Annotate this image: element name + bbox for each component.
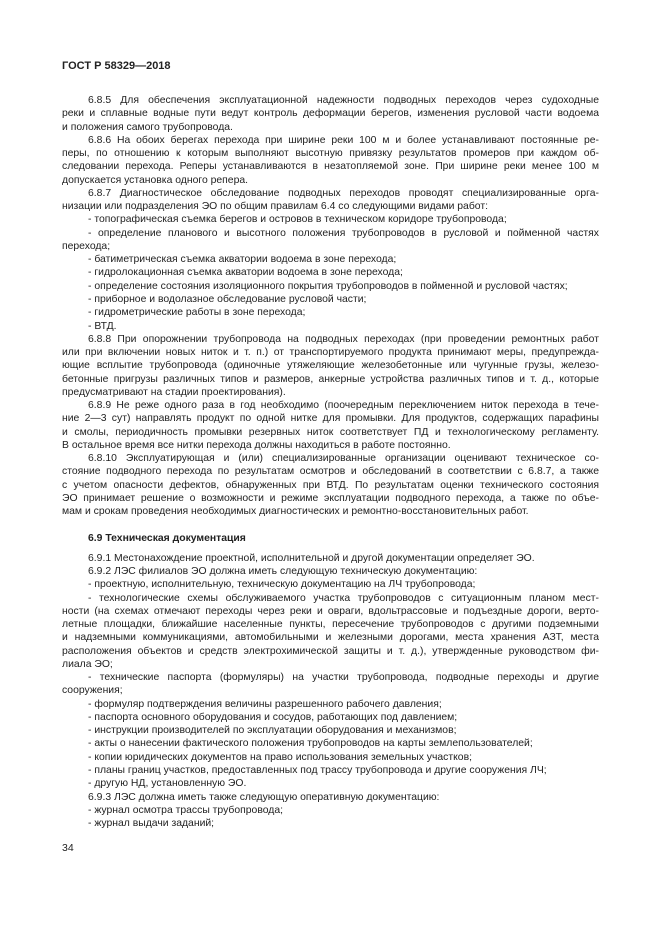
list-item (62, 724, 599, 737)
text-line: ющие всплытие трубопровода (одиночные утяжеляющие железобетонные или чугунные грузы, железо- (62, 360, 599, 372)
text-line: - формуляр подтверждения величины разрешенного рабочего давления; (88, 698, 442, 710)
text-line: 6.9 Техническая документация (88, 532, 246, 544)
text-line: реки и сплавные водные пути ведут контроль деформации берегов, изменения русловой части водоема (62, 108, 599, 120)
list-item (62, 266, 599, 279)
text-line: допускается установка одного репера. (62, 174, 249, 186)
text-line: ЭО принимает решение о возможности и режиме эксплуатации подводного перехода, а также по объе- (62, 492, 599, 504)
text-line: - акты о нанесении фактического положения трубопроводов на карты землепользователей; (88, 738, 533, 750)
text-line: 6.8.5 Для обеспечения эксплуатационной надежности подводных переходов через судоходные (88, 95, 599, 106)
paragraph (62, 187, 599, 214)
text-line: - гидрометрические работы в зоне перехода; (88, 307, 306, 319)
text-line: сооружения; (62, 685, 123, 697)
text-line: 6.9.2 ЛЭС филиалов ЭО должна иметь следующую техническую документацию: (88, 566, 478, 578)
list-item (62, 777, 599, 790)
paragraph (62, 399, 599, 452)
text-line: и смолы, периодичность промывки резервных ниток соответствует ПД и технологическому регламенту. (62, 426, 599, 438)
text-line: и надземными коммуникациями, автомобильными и железными дорогами, места хранения АЗТ, места (62, 632, 599, 644)
list-item (62, 817, 599, 830)
text-line: - копии юридических документов на право использования земельных участков; (88, 751, 472, 763)
text-line: - планы границ участков, предоставленных под трассу трубопровода и другие сооружения ЛЧ; (88, 765, 547, 777)
text-line: стояние подводного перехода по результатам осмотров и обследований в соответствии с 6.8.7, а также (62, 466, 599, 478)
document-body (62, 94, 599, 830)
list-item (62, 592, 599, 672)
text-line: - проектную, исполнительную, техническую документацию на ЛЧ трубопровода; (88, 579, 476, 591)
text-line: следовании перехода. Реперы устанавливаются в незатопляемой зоне. При ширине реки менее 100 м (62, 161, 599, 173)
standard-code-header: ГОСТ Р 58329—2018 (62, 60, 171, 72)
list-item (62, 764, 599, 777)
text-line: - технические паспорта (формуляры) на участки трубопровода, подводные переходы и другие (88, 672, 599, 684)
text-line: мам и срокам проведения необходимых диагностических и ремонтно-восстановительных работ. (62, 506, 529, 518)
text-line: перехода; (62, 240, 111, 252)
list-item (62, 698, 599, 711)
text-line: 6.9.3 ЛЭС должна иметь также следующую оперативную документацию: (88, 791, 440, 803)
text-line: - определение состояния изоляционного покрытия трубопроводов в пойменной и русловой частях; (88, 280, 568, 292)
text-line: - приборное и водолазное обследование русловой части; (88, 293, 367, 305)
page-number: 34 (62, 842, 74, 854)
list-item (62, 578, 599, 591)
text-line: предусматривают на стадии проектирования). (62, 386, 286, 398)
text-line: перы, по отношению к которым выполняют высотную привязку результатов промеров при каждом об- (62, 148, 599, 160)
text-line: - топографическая съемка берегов и островов в техническом коридоре трубопровода; (88, 214, 507, 226)
text-line: - другую НД, установленную ЭО. (88, 778, 247, 790)
list-item (62, 671, 599, 698)
text-line: - журнал выдачи заданий; (88, 818, 215, 830)
list-item (62, 751, 599, 764)
paragraph (62, 333, 599, 399)
paragraph (62, 791, 599, 804)
text-line: - журнал осмотра трассы трубопровода; (88, 804, 284, 816)
text-line: низации или подразделения ЭО по общим правилам 6.4 со следующими видами работ: (62, 201, 488, 213)
text-line: - гидролокационная съемка акватории водоема в зоне перехода; (88, 267, 403, 279)
list-item (62, 320, 599, 333)
list-item (62, 213, 599, 226)
text-line: и положения самого трубопровода. (62, 121, 233, 133)
paragraph (62, 94, 599, 134)
text-line: 6.9.1 Местонахождение проектной, исполнительной и другой документации определяет ЭО. (88, 552, 535, 564)
text-line: расположения объектов и средств электрохимической защиты и т. д.), утвержденные руководством фи- (62, 645, 599, 657)
text-line: 6.8.6 На обоих берегах перехода при ширине реки 100 м и более устанавливают постоянные ре- (88, 134, 599, 146)
list-item (62, 737, 599, 750)
text-line: 6.8.8 При опорожнении трубопровода на подводных переходах (при проведении ремонтных работ (88, 333, 599, 345)
text-line: 6.8.7 Диагностическое обследование подводных переходов проводят специализированные орга- (88, 187, 599, 199)
list-item (62, 253, 599, 266)
text-line: - технологические схемы обслуживаемого участка трубопроводов с ситуационным планом мест- (88, 592, 599, 604)
text-line: с учетом опасности дефектов, обнаруженных при ВТД. По результатам оценки технического состояния (62, 479, 599, 491)
paragraph (62, 134, 599, 187)
text-line: 6.8.9 Не реже одного раза в год необходимо (поочередным переключением ниток перехода в тече- (88, 400, 599, 412)
list-item (62, 804, 599, 817)
text-line: ние 2—3 сут) направлять продукт по одной нитке для промывки. Для продуктов, содержащих парафины (62, 413, 599, 425)
text-line: летные площадки, ближайшие населенные пункты, пересечение трубопроводов с другими подземными (62, 619, 599, 631)
text-line: - ВТД. (88, 320, 117, 332)
section-heading (62, 532, 599, 545)
list-item (62, 227, 599, 254)
paragraph (62, 565, 599, 578)
text-line: - паспорта основного оборудования и сосудов, работающих под давлением; (88, 711, 458, 723)
text-line: 6.8.10 Эксплуатирующая и (или) специализированные организации оценивают техническое со- (88, 453, 599, 465)
paragraph (62, 452, 599, 518)
list-item (62, 293, 599, 306)
paragraph (62, 552, 599, 565)
list-item (62, 280, 599, 293)
text-line: лиала ЭО; (62, 658, 113, 670)
text-line: бетонные пригрузы различных типов и размеров, анкерные устройства различных типов и т. д., которые (62, 373, 599, 385)
text-line: В остальное время все нитки перехода должны находиться в работе постоянно. (62, 439, 451, 451)
text-line: или при включении новых ниток и т. п.) от транспортируемого продукта принимают меры, предупрежда- (62, 347, 599, 359)
text-line: - определение планового и высотного положения трубопроводов в русловой и пойменной частях (88, 227, 599, 239)
list-item (62, 306, 599, 319)
text-line: - батиметрическая съемка акватории водоема в зоне перехода; (88, 254, 397, 266)
text-line: - инструкции производителей по эксплуатации оборудования и механизмов; (88, 725, 457, 737)
text-line: ности (на схемах отмечают переходы через реки и овраги, вдольтрассовые и подъездные дороги, верто- (62, 605, 599, 617)
list-item (62, 711, 599, 724)
